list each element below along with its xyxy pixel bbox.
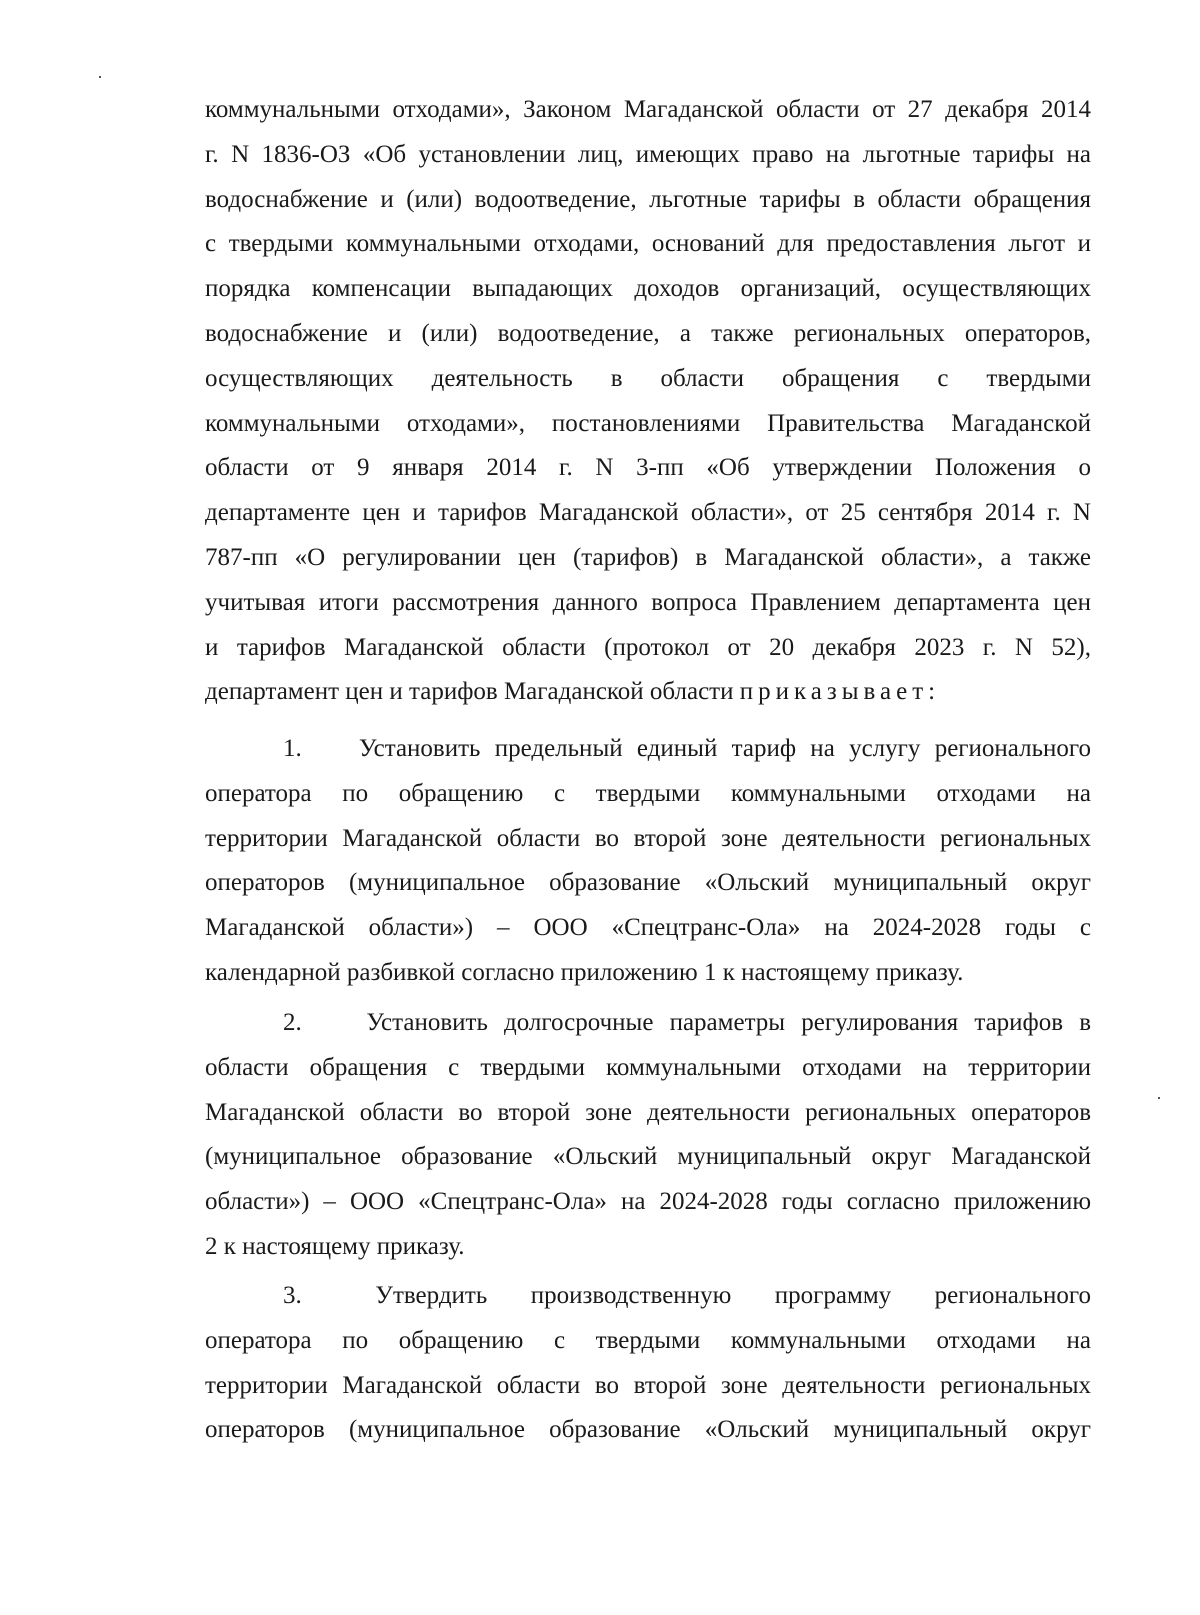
item-word: программу: [774, 1282, 892, 1309]
text-line: осуществляющих деятельность в области обращения с твердыми: [205, 364, 1091, 392]
text-line: водоснабжение и (или) водоотведение, а также региональных операторов,: [205, 319, 1091, 347]
scan-speck: [99, 76, 101, 78]
text-line: департаменте цен и тарифов Магаданской области», от 25 сентября 2014 г. N: [205, 499, 1091, 527]
text-line: (муниципальное образование «Ольский муниципальный округ Магаданской: [205, 1143, 1091, 1171]
numbered-item-3: [205, 1274, 1091, 1453]
text-line: операторов (муниципальное образование «Ольский муниципальный округ: [205, 869, 1091, 897]
text-line: [205, 670, 1091, 715]
item-word: Утвердить: [375, 1282, 488, 1309]
text-line: Магаданской области во второй зоне деятельности региональных операторов: [205, 1098, 1091, 1126]
text-line: области») – ООО «Спецтранс-Ола» на 2024-2028 годы согласно приложению: [205, 1188, 1091, 1216]
text-line: водоснабжение и (или) водоотведение, льготные тарифы в области обращения: [205, 185, 1091, 213]
text-line: коммунальными отходами», Законом Магаданской области от 27 декабря 2014: [205, 96, 1091, 123]
text-line: Магаданской области») – ООО «Спецтранс-Ола» на 2024-2028 годы с: [205, 914, 1091, 942]
text-line: территории Магаданской области во второй зоне деятельности региональных: [205, 824, 1091, 852]
text-line: 787-пп «О регулировании цен (тарифов) в Магаданской области», а также: [205, 543, 1091, 571]
text-line: с твердыми коммунальными отходами, оснований для предоставления льгот и: [205, 230, 1091, 258]
item-word: регионального: [934, 1282, 1091, 1309]
text-line: области обращения с твердыми коммунальными отходами на территории: [205, 1053, 1091, 1081]
text-line: учитывая итоги рассмотрения данного вопроса Правлением департамента цен: [205, 588, 1091, 616]
numbered-item-2: [205, 1001, 1091, 1270]
text-line: области от 9 января 2014 г. N 3-пп «Об утверждении Положения о: [205, 454, 1091, 482]
item-text: Установить долгосрочные параметры регулирования тарифов в: [366, 1009, 1091, 1036]
text-line: [205, 727, 1091, 772]
intro-paragraph: [205, 88, 1091, 715]
item-number: 1.: [283, 735, 302, 762]
scan-speck: [1158, 1097, 1160, 1099]
numbered-item-1: [205, 727, 1091, 996]
text-line: операторов (муниципальное образование «Ольский муниципальный округ: [205, 1416, 1091, 1444]
text-line: оператора по обращению с твердыми коммунальными отходами на: [205, 1326, 1091, 1354]
text-line: [205, 1001, 1091, 1046]
decree-verb: приказывает:: [739, 678, 941, 706]
item-text: Установить предельный единый тариф на услугу регионального: [358, 735, 1092, 762]
text-line: календарной разбивкой согласно приложению 1 к настоящему приказу.: [205, 958, 964, 986]
text-line: г. N 1836-ОЗ «Об установлении лиц, имеющих право на льготные тарифы на: [205, 140, 1091, 168]
text-line: 2 к настоящему приказу.: [205, 1232, 465, 1260]
decree-prefix: департамент цен и тарифов Магаданской области: [205, 678, 734, 706]
item-number: 3.: [283, 1282, 302, 1309]
text-line: порядка компенсации выпадающих доходов организаций, осуществляющих: [205, 275, 1091, 303]
item-number: 2.: [283, 1009, 302, 1036]
text-line: территории Магаданской области во второй зоне деятельности региональных: [205, 1371, 1091, 1399]
text-line: оператора по обращению с твердыми коммунальными отходами на: [205, 779, 1091, 807]
item-word: производственную: [530, 1282, 732, 1309]
text-line: и тарифов Магаданской области (протокол от 20 декабря 2023 г. N 52),: [205, 633, 1091, 661]
text-line: [205, 1274, 1091, 1319]
text-line: коммунальными отходами», постановлениями Правительства Магаданской: [205, 409, 1091, 437]
